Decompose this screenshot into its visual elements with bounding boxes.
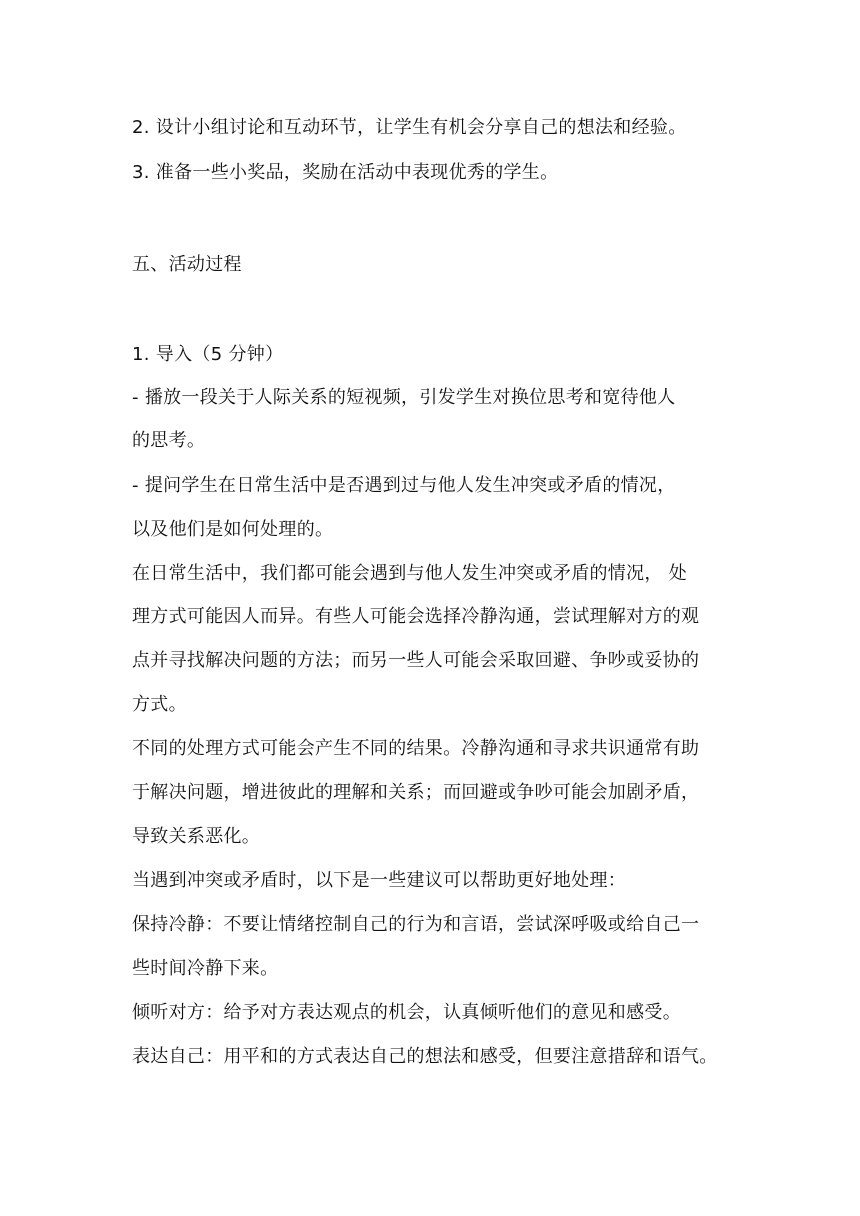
paragraph-line: 理方式可能因人而异。有些人可能会选择冷静沟通，尝试理解对方的观 — [132, 606, 700, 627]
bullet-line: - 播放一段关于人际关系的短视频，引发学生对换位思考和宽待他人 — [132, 387, 676, 408]
list-item-3: 3. 准备一些小奖品，奖励在活动中表现优秀的学生。 — [132, 162, 559, 183]
bullet-line-continued: 以及他们是如何处理的。 — [132, 519, 334, 540]
bullet-line: - 提问学生在日常生活中是否遇到过与他人发生冲突或矛盾的情况， — [132, 475, 676, 496]
section-heading: 五、活动过程 — [132, 254, 242, 275]
paragraph-line: 方式。 — [132, 694, 187, 715]
list-item-2: 2. 设计小组讨论和互动环节，让学生有机会分享自己的想法和经验。 — [132, 117, 687, 138]
bullet-line-continued: 的思考。 — [132, 430, 206, 451]
paragraph-line: 于解决问题，增进彼此的理解和关系；而回避或争吵可能会加剧矛盾， — [132, 782, 700, 803]
subsection-heading: 1. 导入（5 分钟） — [132, 344, 284, 365]
paragraph-line: 导致关系恶化。 — [132, 826, 261, 847]
paragraph-line: 当遇到冲突或矛盾时，以下是一些建议可以帮助更好地处理： — [132, 870, 627, 891]
paragraph-line: 些时间冷静下来。 — [132, 958, 279, 979]
paragraph-line: 倾听对方：给予对方表达观点的机会，认真倾听他们的意见和感受。 — [132, 1002, 681, 1023]
paragraph-line: 在日常生活中，我们都可能会遇到与他人发生冲突或矛盾的情况， 处 — [132, 563, 688, 584]
paragraph-line: 保持冷静：不要让情绪控制自己的行为和言语，尝试深呼吸或给自己一 — [132, 914, 700, 935]
paragraph-line: 不同的处理方式可能会产生不同的结果。冷静沟通和寻求共识通常有助 — [132, 738, 700, 759]
paragraph-line: 表达自己：用平和的方式表达自己的想法和感受，但要注意措辞和语气。 — [132, 1046, 718, 1067]
paragraph-line: 点并寻找解决问题的方法；而另一些人可能会采取回避、争吵或妥协的 — [132, 650, 700, 671]
